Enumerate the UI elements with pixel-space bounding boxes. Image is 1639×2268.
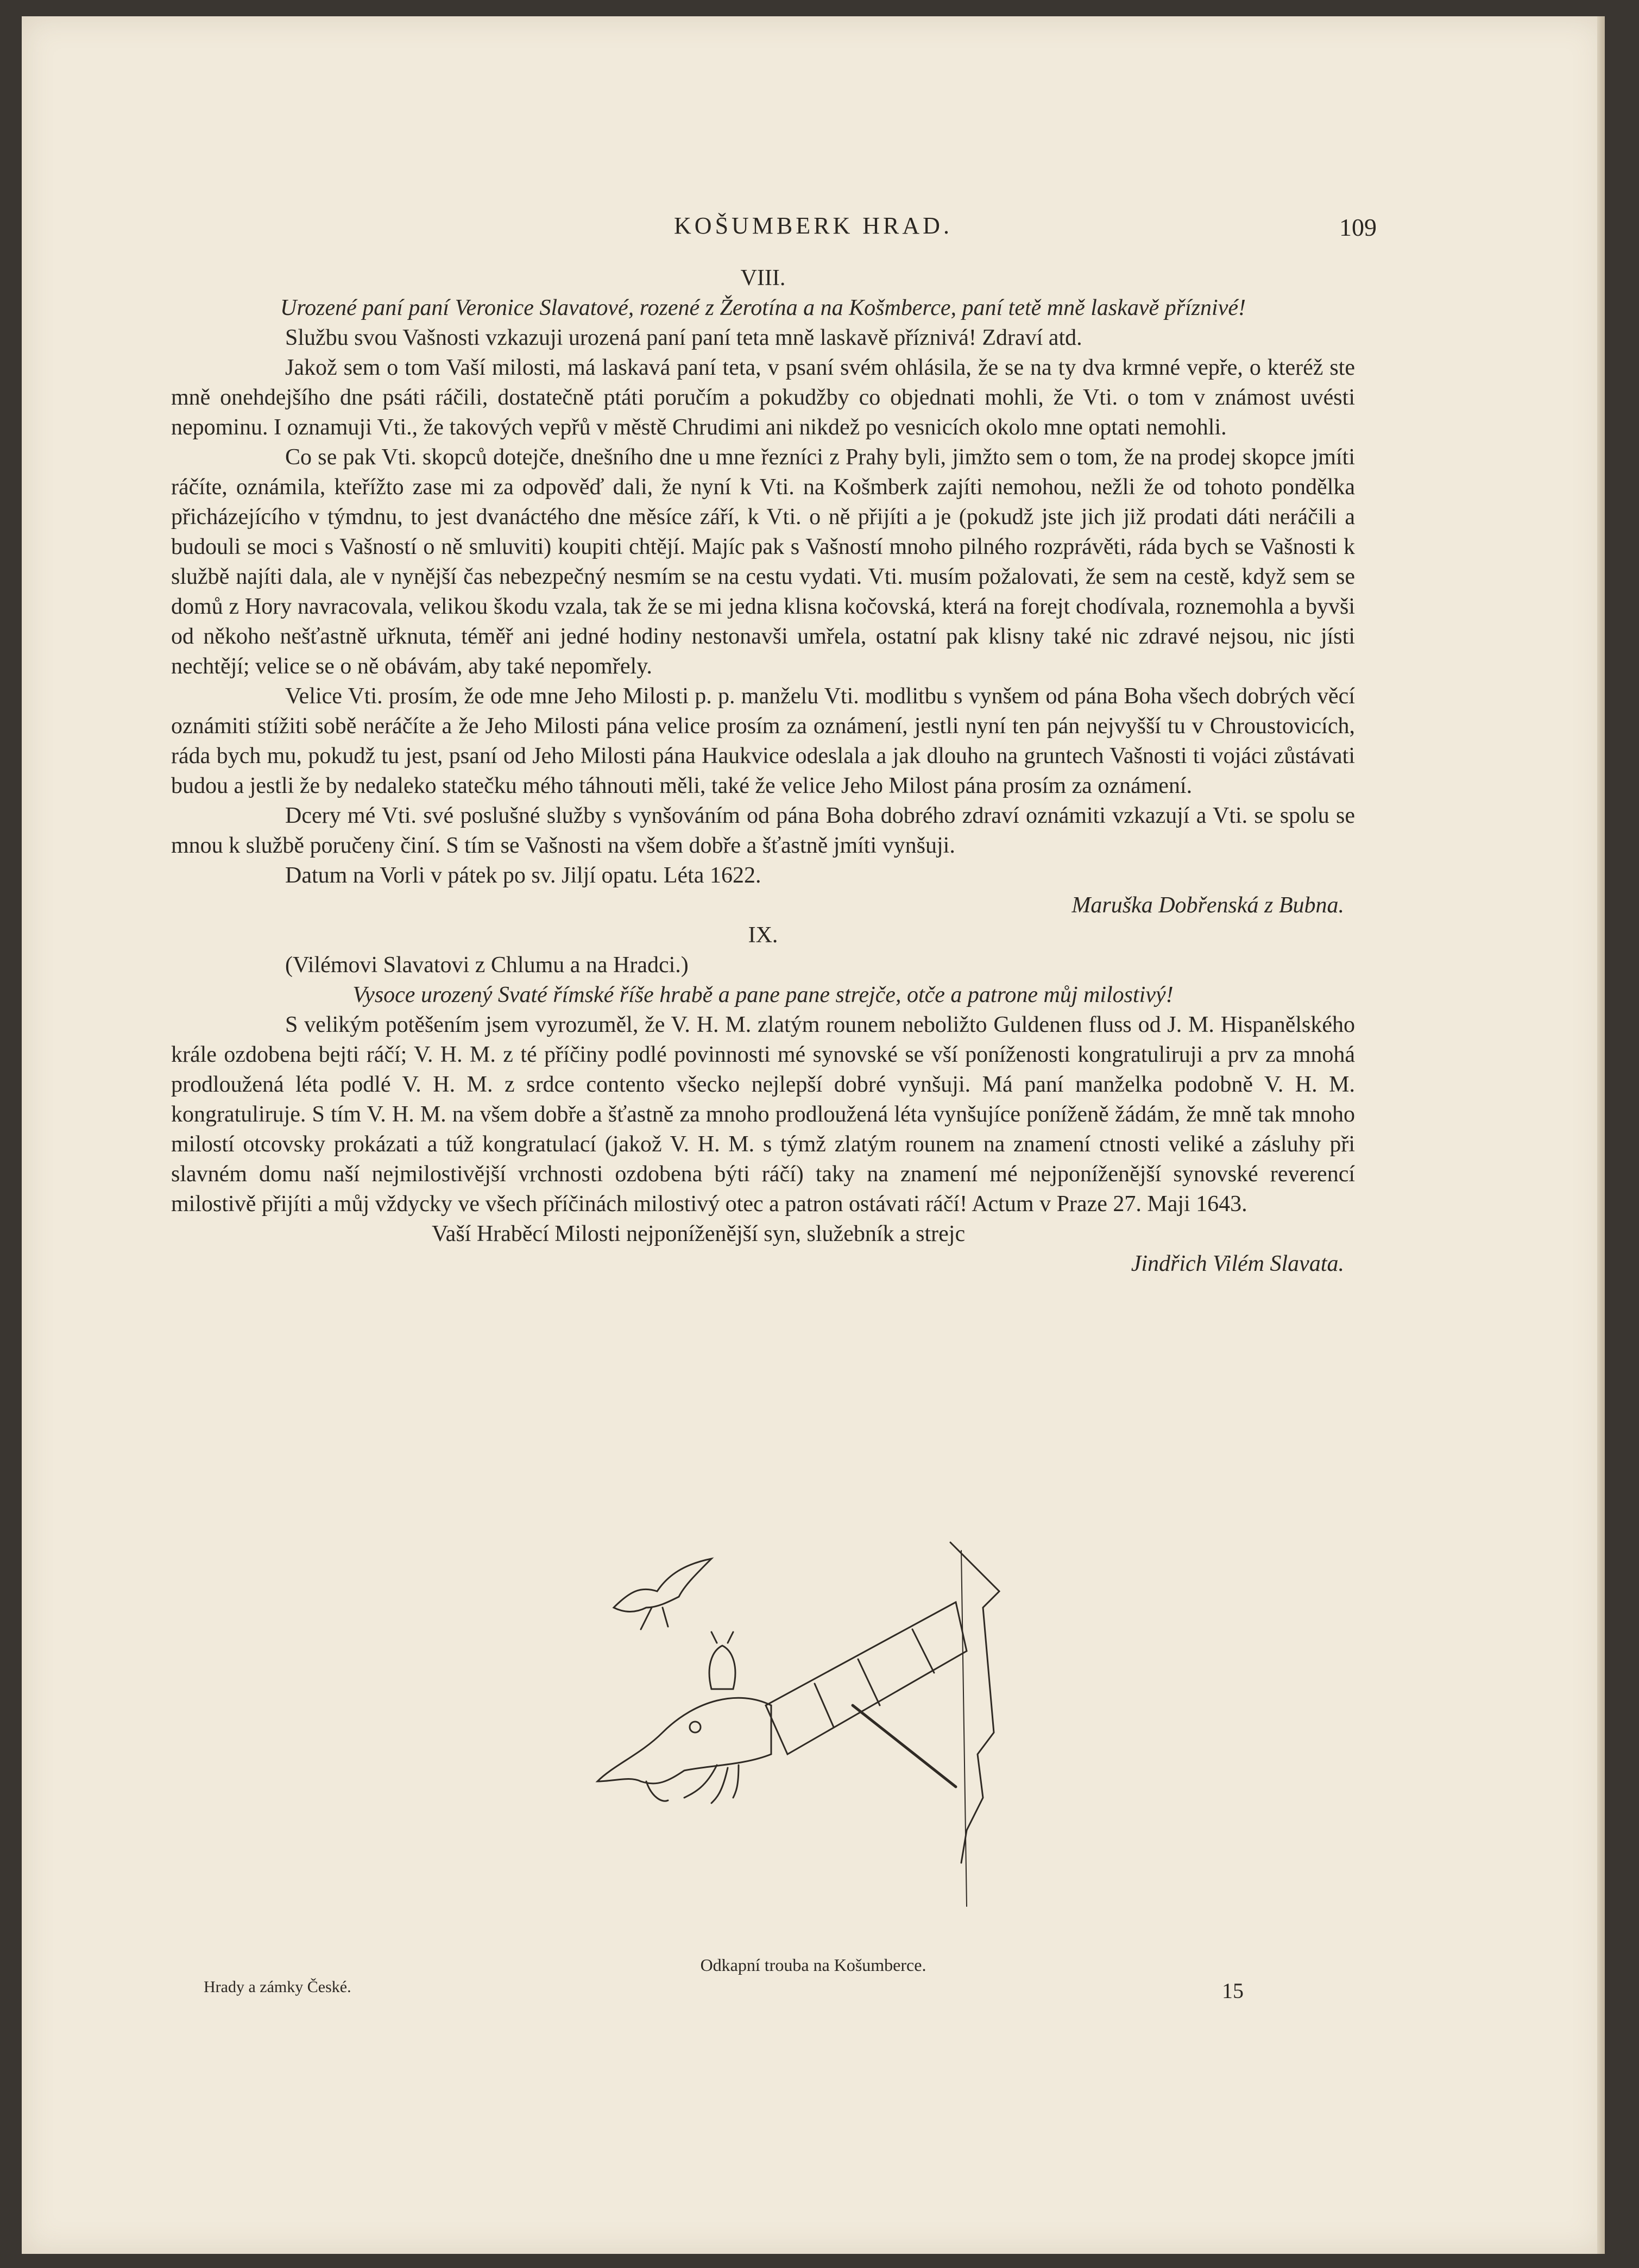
book-page — [22, 16, 1605, 2254]
page-number: 109 — [1339, 213, 1377, 241]
letter-viii-paragraph: Dcery mé Vti. své poslušné služby s vynšováním od pána Boha dobrého zdraví oznámiti vzkazují a Vti. se spolu se mnou k službě poručeny činí. S tím se Vašnosti na všem dobře a šťastně jmíti vynšuji. — [171, 803, 1355, 858]
page-edge — [1597, 16, 1605, 2254]
letter-viii-paragraph: Co se pak Vti. skopců dotejče, dnešního dne u mne řezníci z Prahy byli, jimžto sem o tom, že na prodej skopce jmíti ráčíte, oznámila, kteřížto zase mi za odpověď dali, že nyní k Vti. na Košmberk zajíti nemohou, nežli že od tohoto pondělka přicházejícího v týmdnu, to jest dvanáctého dne měsíce září, k Vti. o ně přijíti a je (pokudž jste jich již prodati dáti neráčili a budouli se moci s Vašností o ně smluviti) koupiti chtějí. Majíc pak s Vašností mnoho pilného rozprávěti, ráda bych se Vašnosti k službě najíti dala, ale v nynější čas nebezpečný nesmím se na cestu vydati. Vti. musím požalovati, že sem na cestě, když sem se domů z Hory navracovala, velikou škodu vzala, tak že se mi jedna klisna kočovská, která na forejt chodívala, roznemohla a byvši od někoho nešťastně uřknuta, téměř ani jedné hodiny nestonavši umřela, ostatní pak klisny také nic zdravé nejsou, nic jísti nechtějí; velice se o ně obávám, aby také nepomřely. — [171, 445, 1355, 679]
running-head: KOŠUMBERK HRAD. — [674, 212, 953, 239]
letter-viii-paragraph: Službu svou Vašnosti vzkazuji urozená paní paní teta mně laskavě příznivá! Zdraví atd. — [285, 325, 1082, 350]
figure-caption: Odkapní trouba na Košumberce. — [700, 1955, 926, 1975]
letter-ix-paragraph: S velikým potěšením jsem vyrozuměl, že V. H. M. zlatým rounem neboližto Guldenen fluss od J. M. Hispanělského krále ozdobena bejti ráčí; V. H. M. z té příčiny podlé povinnosti mé synovské se vší poníženosti kongratuliruji a prv za mnohá prodloužená léta podlé V. H. M. z srdce contento všecko nejlepší dobré vynšuji. Má paní manželka podobně V. H. M. kongratuliruje. S tím V. H. M. na všem dobře a šťastně za mnoho prodloužená léta vynšujíce poníženě žádám, že mně tak mnoho milostí otcovsky prokázati a túž kongratulací (jakož V. H. M. s týmž zlatým rounem na znamení ctnosti veliké a zásluhy při slavném domu naší nejmilostivější vrchnosti ozdobena býti ráčí) taky na znamení mé nejponíženější synovské reverencí milostivě přijíti a můj vždycky ve všech příčinách milostivý otec a patron ostávati ráčí! Actum v Praze 27. Maji 1643. — [171, 1012, 1355, 1217]
letter-ix-salutation: Vysoce urozený Svaté římské říše hrabě a pane pane strejče, otče a patrone můj milostivý! — [352, 982, 1174, 1007]
letter-ix-recipient: (Vilémovi Slavatovi z Chlumu a na Hradci.) — [285, 953, 689, 978]
letter-viii-dateline: Datum na Vorli v pátek po sv. Jiljí opatu. Léta 1622. — [285, 863, 761, 888]
letter-viii-paragraph: Velice Vti. prosím, že ode mne Jeho Milosti p. p. manželu Vti. modlitbu s vynšem od pána Boha všech dobrých věcí oznámiti stížiti sobě neráčíte a že Jeho Milosti pána velice prosím za oznámení, jestli nyní ten pán nejvyšší tu v Chroustovicích, ráda bych mu, pokudž tu jest, psaní od Jeho Milosti pána Haukvice odeslala a jak dlouho na gruntech Vašnosti ti vojáci zůstávati budou a jestli že by nedaleko statečku mého táhnouti měli, také že velice Jeho Milost pána prosím za oznámení. — [171, 684, 1355, 798]
letter-viii-salutation: Urozené paní paní Veronice Slavatové, rozené z Žerotína a na Košmberce, paní tetě mně laskavě příznivé! — [280, 295, 1246, 320]
letter-viii-paragraph: Jakož sem o tom Vaší milosti, má laskavá paní teta, v psaní svém ohlásila, že se na ty dva krmné vepře, o kteréž ste mně onehdejšího dne psáti ráčili, dostatečně ptáti poručím a pokudžby co objednati mohli, že Vti. o tom v známost uvésti nepominu. I oznamuji Vti., že takových vepřů v městě Chrudimi ani nikdež po vesnicích okolo mne optati nemohli. — [171, 355, 1355, 440]
footer-book-title: Hrady a zámky České. — [204, 1978, 351, 1996]
main-text — [171, 263, 1355, 1279]
letter-ix-signature: Jindřich Vilém Slavata. — [1131, 1251, 1344, 1276]
letter-ix-closing: Vaší Hraběcí Milosti nejponíženější syn, služebník a strejc — [432, 1221, 966, 1246]
gargoyle-illustration — [532, 1526, 1021, 1961]
letter-ix-number: IX. — [748, 923, 778, 948]
letter-viii-signature: Maruška Dobřenská z Bubna. — [1071, 893, 1344, 918]
letter-viii-number: VIII. — [740, 266, 786, 291]
signature-mark: 15 — [1222, 1979, 1244, 2003]
